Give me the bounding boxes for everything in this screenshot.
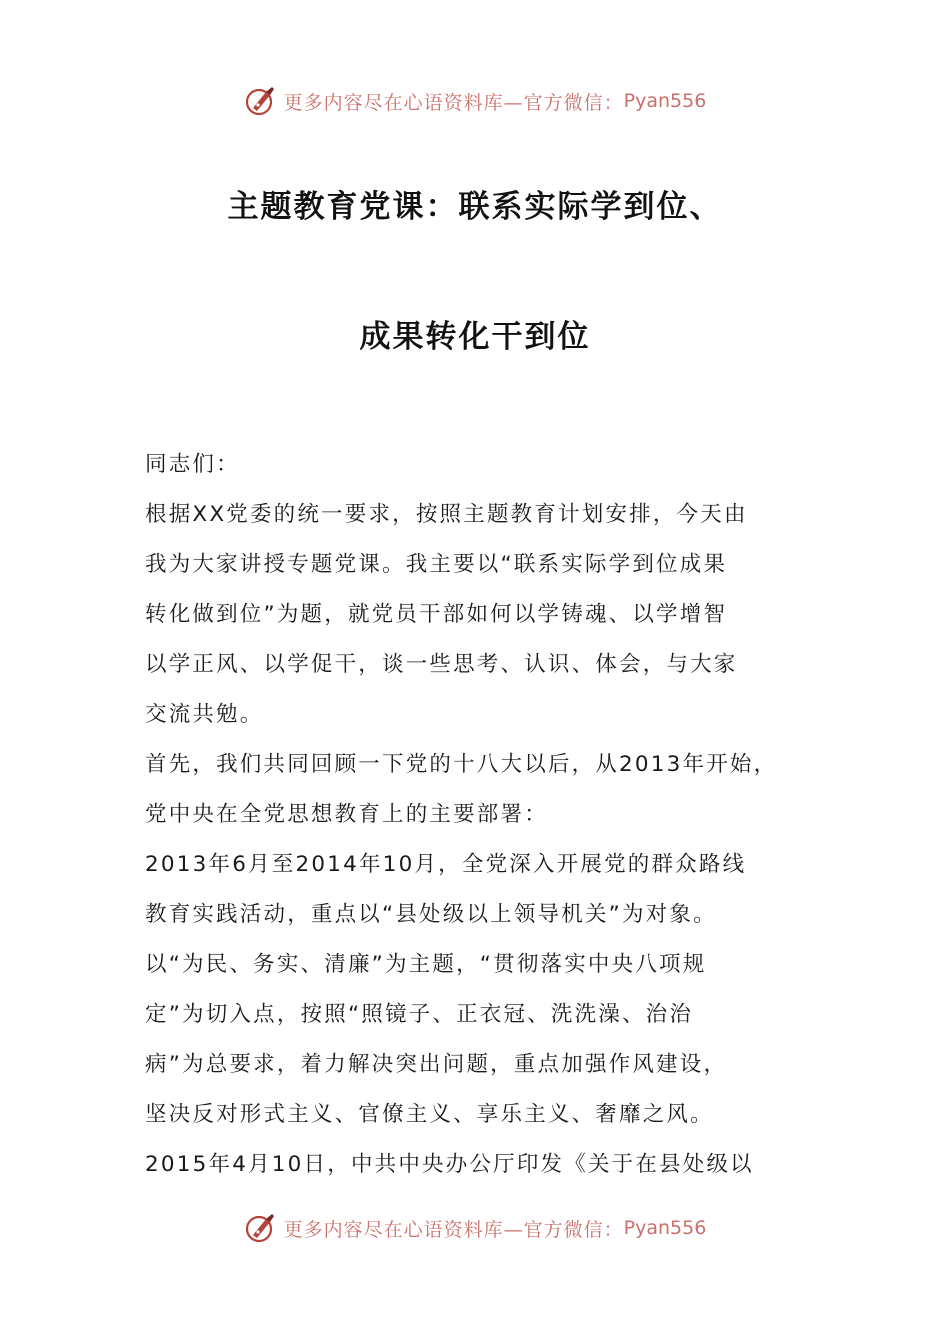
footer-watermark [0, 1211, 950, 1245]
body-line: 病”为总要求，着力解决突出问题，重点加强作风建设， [145, 1052, 728, 1077]
body-line: 坚决反对形式主义、官僚主义、享乐主义、奢靡之风。 [145, 1102, 714, 1127]
document-title-line-2: 成果转化干到位 [359, 319, 591, 355]
body-line: 教育实践活动，重点以“县处级以上领导机关”为对象。 [145, 902, 717, 927]
body-line: 我为大家讲授专题党课。我主要以“联系实际学到位成果 [145, 552, 728, 577]
pen-nib-circle-icon [244, 1211, 278, 1245]
watermark-text: 更多内容尽在心语资料库—官方微信： [283, 1218, 624, 1241]
body-line: 首先，我们共同回顾一下党的十八大以后，从2013年开始， [145, 752, 778, 777]
body-line: 以“为民、务实、清廉”为主题，“贯彻落实中央八项规 [145, 952, 707, 977]
body-line: 定”为切入点，按照“照镜子、正衣冠、洗洗澡、治治 [145, 1002, 694, 1027]
body-line: 同志们： [145, 452, 240, 477]
body-line: 根据XX党委的统一要求，按照主题教育计划安排，今天由 [145, 502, 748, 527]
watermark-wechat-id: Pyan556 [623, 1217, 707, 1239]
document-title-line-1: 主题教育党课：联系实际学到位、 [227, 189, 723, 225]
watermark-text: 更多内容尽在心语资料库—官方微信： [283, 91, 624, 114]
body-line: 以学正风、以学促干，谈一些思考、认识、体会，与大家 [145, 652, 738, 677]
body-line: 2013年6月至2014年10月，全党深入开展党的群众路线 [145, 852, 747, 877]
watermark-wechat-id: Pyan556 [623, 90, 707, 112]
body-line: 2015年4月10日，中共中央办公厅印发《关于在县处级以 [145, 1152, 754, 1177]
body-line: 交流共勉。 [145, 702, 264, 727]
pen-nib-circle-icon [244, 84, 278, 118]
body-line: 党中央在全党思想教育上的主要部署： [145, 802, 548, 827]
header-watermark [0, 84, 950, 118]
body-line: 转化做到位”为题，就党员干部如何以学铸魂、以学增智 [145, 602, 728, 627]
document-body [145, 440, 825, 1190]
